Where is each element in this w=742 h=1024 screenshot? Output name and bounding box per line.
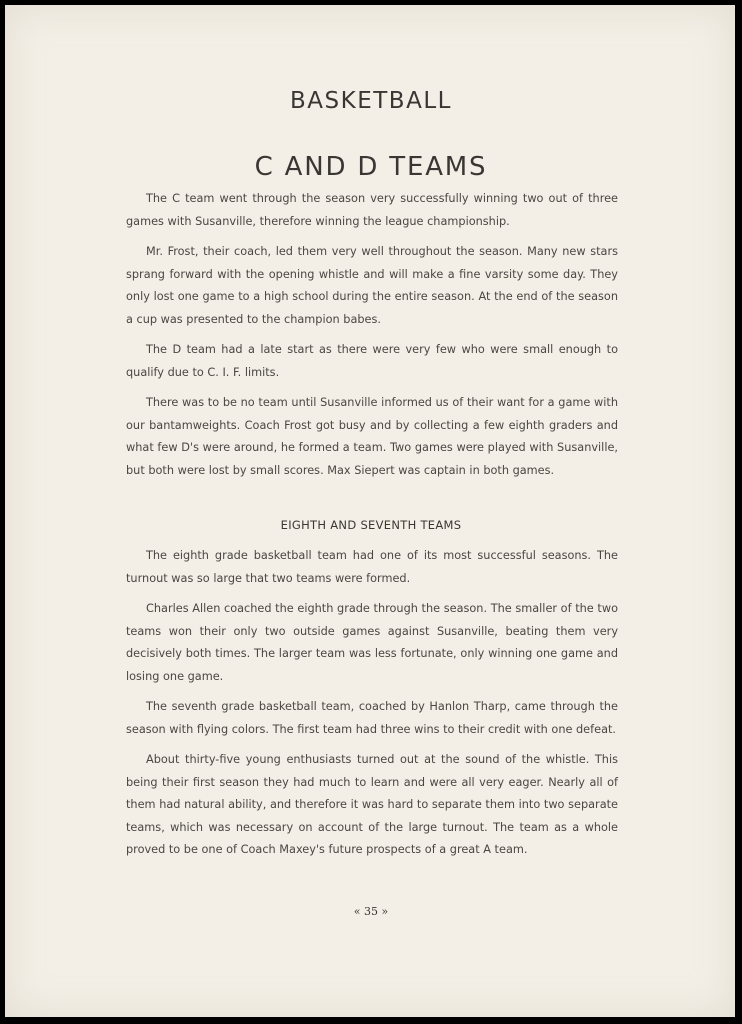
page-number: « 35 »	[353, 905, 389, 918]
subheading: EIGHTH AND SEVENTH TEAMS	[280, 518, 462, 532]
paragraph: The seventh grade basketball team, coached by Hanlon Tharp, came through the season with flying colors. The first team had three wins to their credit with one defeat.	[126, 700, 618, 736]
paragraph: About thirty-five young enthusiasts turned out at the sound of the whistle. This being their first season they had much to learn and were all very eager. Nearly all of them had natural ability, and therefore it was hard to separate them into two separate teams, which was necessary on account of the large turnout. The team as a whole proved to be one of Coach Maxey's future prospects of a great A team.	[126, 753, 618, 856]
paragraph: Charles Allen coached the eighth grade through the season. The smaller of the two teams won their only two outside games against Susanville, beating them very decisively both times. The larger team was less fortunate, only winning one game and losing one game.	[126, 602, 618, 683]
eighth-seventh-teams-text	[126, 545, 618, 870]
paragraph: The D team had a late start as there were very few who were small enough to qualify due to C. I. F. limits.	[126, 343, 618, 379]
paragraph: The C team went through the season very successfully winning two out of three games with Susanville, therefore winning the league championship.	[126, 192, 618, 228]
paragraph: There was to be no team until Susanville informed us of their want for a game with our bantamweights. Coach Frost got busy and by collecting a few eighth graders and what few D's were around, he formed a team. Two games were played with Susanville, but both were lost by small scores. Max Siepert was captain in both games.	[126, 396, 618, 477]
paragraph: The eighth grade basketball team had one of its most successful seasons. The turnout was so large that two teams were formed.	[126, 549, 618, 585]
subsection-title: C AND D TEAMS	[254, 152, 488, 182]
c-and-d-teams-text	[126, 188, 618, 490]
paragraph: Mr. Frost, their coach, led them very well throughout the season. Many new stars sprang forward with the opening whistle and will make a fine varsity some day. They only lost one game to a high school during the entire season. At the end of the season a cup was presented to the champion babes.	[126, 245, 618, 326]
section-title: BASKETBALL	[290, 88, 452, 114]
